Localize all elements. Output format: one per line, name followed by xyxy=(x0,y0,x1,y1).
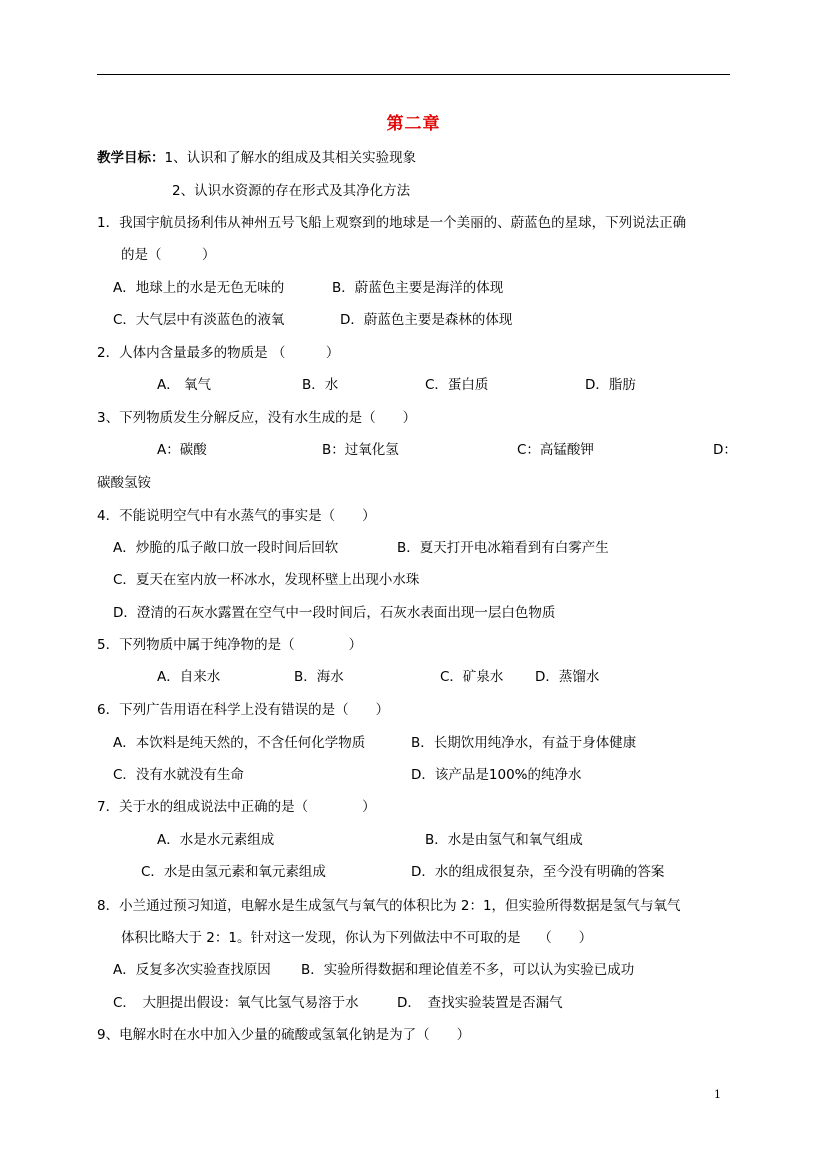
page-number: 1 xyxy=(714,1088,721,1101)
question-6-option-b: B．长期饮用纯净水，有益于身体健康 xyxy=(411,735,637,751)
question-3-option-d-label: D： xyxy=(713,442,737,458)
question-2-stem: 2．人体内含量最多的物质是 （ ） xyxy=(97,345,340,361)
question-4-stem: 4．不能说明空气中有水蒸气的事实是（ ） xyxy=(97,508,376,524)
question-8-option-b: B．实验所得数据和理论值差不多，可以认为实验已成功 xyxy=(301,962,635,978)
question-8-stem: 8．小兰通过预习知道，电解水是生成氢气与氧气的体积比为 2：1，但实验所得数据是氢气与氧气 xyxy=(97,898,681,914)
question-1-option-c: C．大气层中有淡蓝色的液氧 xyxy=(113,312,285,328)
question-4-option-d: D．澄清的石灰水露置在空气中一段时间后，石灰水表面出现一层白色物质 xyxy=(113,605,556,621)
question-5-option-a: A．自来水 xyxy=(157,669,221,685)
question-7-option-b: B．水是由氢气和氧气组成 xyxy=(425,832,583,848)
question-2-option-c: C．蛋白质 xyxy=(425,377,489,393)
question-5-option-b: B．海水 xyxy=(294,669,344,685)
question-1-option-d: D．蔚蓝色主要是森林的体现 xyxy=(340,312,513,328)
question-7-option-a: A．水是水元素组成 xyxy=(157,832,275,848)
question-1-stem-cont: 的是（ ） xyxy=(121,247,216,263)
question-5-option-c: C．矿泉水 xyxy=(440,669,504,685)
question-6-stem: 6．下列广告用语在科学上没有错误的是（ ） xyxy=(97,702,390,718)
question-8-option-d: D． 查找实验装置是否漏气 xyxy=(397,995,563,1011)
question-6-option-c: C．没有水就没有生命 xyxy=(113,767,244,783)
objectives-line-1 xyxy=(97,148,416,168)
question-5-option-d: D．蒸馏水 xyxy=(535,669,600,685)
question-8-stem-cont: 体积比略大于 2：1。针对这一发现，你认为下列做法中不可取的是 （ ） xyxy=(121,930,593,946)
question-1-option-b: B．蔚蓝色主要是海洋的体现 xyxy=(332,280,504,296)
question-6-option-d: D．该产品是100%的纯净水 xyxy=(411,767,582,783)
question-6-option-a: A．本饮料是纯天然的，不含任何化学物质 xyxy=(113,735,366,751)
question-3-option-b: B：过氧化氢 xyxy=(322,442,399,458)
question-4-option-a: A．炒脆的瓜子敞口放一段时间后回软 xyxy=(113,540,339,556)
question-1-option-a: A．地球上的水是无色无味的 xyxy=(113,280,285,296)
objective-item-1: 1、认识和了解水的组成及其相关实验现象 xyxy=(164,150,417,166)
question-3-option-a: A：碳酸 xyxy=(157,442,207,458)
question-4-option-b: B．夏天打开电冰箱看到有白雾产生 xyxy=(397,540,609,556)
question-2-option-b: B．水 xyxy=(302,377,339,393)
question-3-option-d-text: 碳酸氢铵 xyxy=(97,475,151,491)
header-rule xyxy=(97,74,730,75)
question-2-option-d: D．脂肪 xyxy=(585,377,636,393)
question-7-option-c: C．水是由氢元素和氧元素组成 xyxy=(141,864,326,880)
objectives-label: 教学目标： xyxy=(97,150,165,166)
question-9-stem: 9、电解水时在水中加入少量的硫酸或氢氧化钠是为了（ ） xyxy=(97,1027,471,1043)
question-8-option-a: A．反复多次实验查找原因 xyxy=(113,962,271,978)
question-2-option-a: A． 氧气 xyxy=(157,377,212,393)
question-7-stem: 7．关于水的组成说法中正确的是（ ） xyxy=(97,799,376,815)
question-8-option-c: C． 大胆提出假设：氧气比氢气易溶于水 xyxy=(113,995,359,1011)
question-5-stem: 5．下列物质中属于纯净物的是（ ） xyxy=(97,637,363,653)
question-3-stem: 3、下列物质发生分解反应，没有水生成的是（ ） xyxy=(97,410,417,426)
question-3-option-c: C：高锰酸钾 xyxy=(517,442,594,458)
page-title: 第二章 xyxy=(386,114,441,134)
question-1-stem: 1．我国宇航员扬利伟从神州五号飞船上观察到的地球是一个美丽的、蔚蓝色的星球，下列说法正确 xyxy=(97,215,687,231)
question-4-option-c: C．夏天在室内放一杯冰水，发现杯壁上出现小水珠 xyxy=(113,572,420,588)
question-7-option-d: D．水的组成很复杂，至今没有明确的答案 xyxy=(411,864,665,880)
objective-item-2: 2、认识水资源的存在形式及其净化方法 xyxy=(172,183,411,199)
